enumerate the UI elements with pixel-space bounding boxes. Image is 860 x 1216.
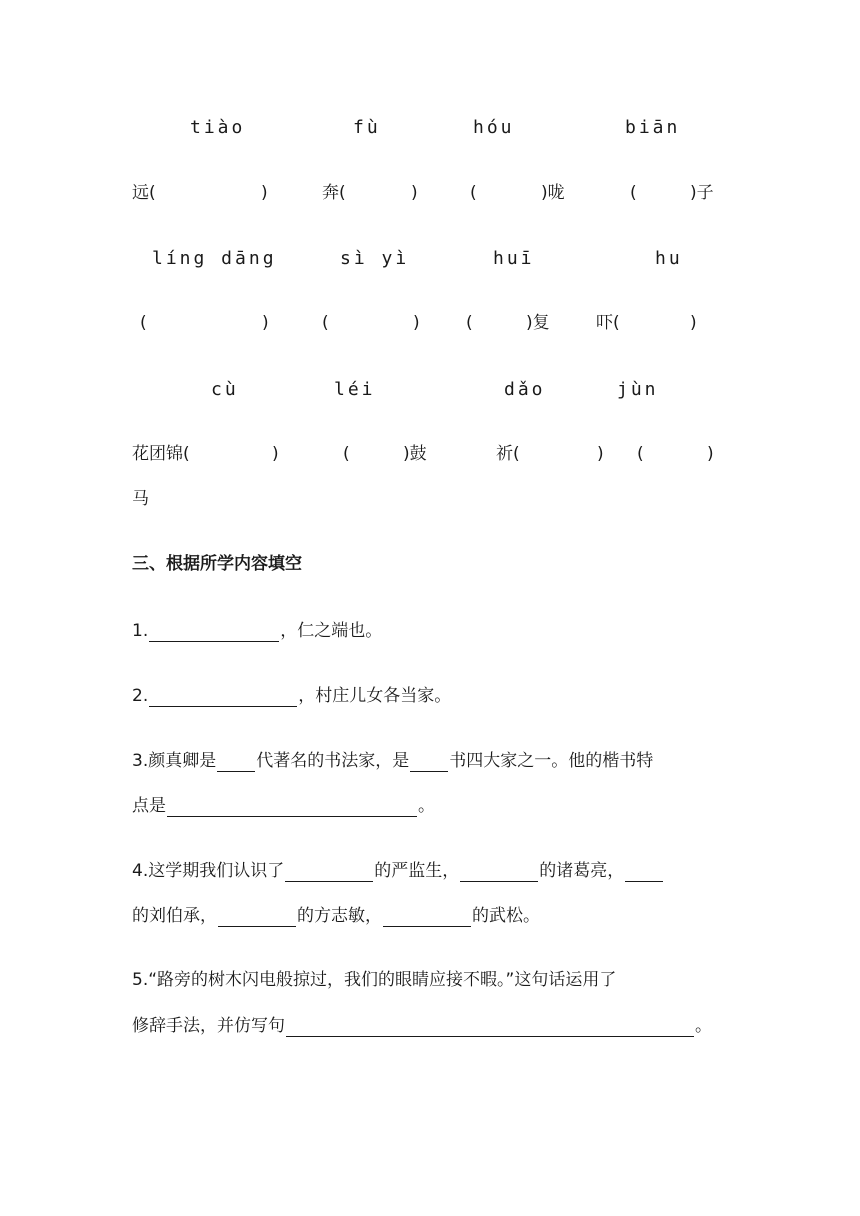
fill-blank[interactable] [286,1016,694,1037]
char-paren-close: ) [707,444,714,464]
char-paren-open: ( [343,444,350,464]
question-3-line-1 [132,750,653,772]
char-yuan: 远( [132,183,156,203]
question-5-line-1 [132,969,616,991]
question-4-line-2 [132,905,540,927]
question-4-line-1 [132,860,664,882]
question-number: 5. [132,970,149,990]
question-2 [132,685,451,707]
question-number: 1. [132,621,149,641]
question-text: 颜真卿是 [148,751,217,771]
pinyin-hou: hóu [473,117,515,138]
char-zi: )子 [690,183,714,203]
char-paren-close: ) [261,183,268,203]
char-ma: 马 [132,489,149,509]
question-number: 2. [132,686,149,706]
char-paren-open: ( [140,313,147,333]
char-paren-open: ( [466,313,473,333]
question-text: 这学期我们认识了 [148,861,285,881]
fill-blank[interactable] [285,861,373,882]
char-paren-open: ( [630,183,637,203]
char-paren-close: ) [272,444,279,464]
pinyin-bian: biān [625,117,681,138]
question-text: ，仁之端也。 [280,621,383,641]
fill-blank[interactable] [149,621,279,642]
question-text: “路旁的树木闪电般掠过，我们的眼睛应接不暇。”这句话运用了 [148,970,617,990]
pinyin-fu: fù [353,117,381,138]
char-xia: 吓( [596,313,620,333]
pinyin-jun: jùn [617,379,659,400]
question-text: 的严监生， [374,861,460,881]
char-qi: 祈( [496,444,520,464]
pinyin-siyi: sì yì [340,248,410,269]
question-text: 。 [418,796,435,816]
question-text: 的武松。 [472,906,540,926]
question-text: 点是 [132,796,166,816]
fill-blank[interactable] [383,906,471,927]
char-paren-open: ( [470,183,477,203]
fill-blank[interactable] [460,861,538,882]
question-text: 的方志敏， [297,906,382,926]
pinyin-dao: dǎo [504,379,546,400]
fill-blank[interactable] [149,686,297,707]
pinyin-tiao: tiào [190,117,246,138]
fill-blank[interactable] [167,796,417,817]
pinyin-hui: huī [493,248,535,269]
question-text: 修辞手法，并仿写句 [132,1016,285,1036]
char-paren-close: ) [597,444,604,464]
char-paren-open: ( [322,313,329,333]
question-text: 的刘伯承， [132,906,217,926]
fill-blank[interactable] [218,906,296,927]
question-text: 代著名的书法家，是 [256,751,410,771]
fill-blank[interactable] [217,751,255,772]
char-paren-close: ) [690,313,697,333]
char-fu: )复 [526,313,550,333]
question-5-line-2 [132,1015,712,1037]
pinyin-lei: léi [334,379,376,400]
question-number: 4. [132,861,149,881]
char-paren-open: ( [637,444,644,464]
char-paren-close: ) [262,313,269,333]
fill-blank[interactable] [625,861,663,882]
char-long: )咙 [541,183,565,203]
char-paren-close: ) [411,183,418,203]
char-gu: )鼓 [403,444,427,464]
char-ben: 奔( [322,183,346,203]
pinyin-hu: hu [655,248,683,269]
fill-blank[interactable] [410,751,448,772]
question-1 [132,620,382,642]
char-paren-close: ) [413,313,420,333]
question-text: 书四大家之一。他的楷书特 [449,751,654,771]
question-number: 3. [132,751,149,771]
pinyin-cu: cù [211,379,239,400]
pinyin-lingdang: líng dāng [152,248,277,269]
question-3-line-2 [132,795,435,817]
question-text: 的诸葛亮， [539,861,625,881]
question-text: 。 [695,1016,712,1036]
section-heading: 三、根据所学内容填空 [132,554,302,574]
question-text: ，村庄儿女各当家。 [298,686,452,706]
char-huatuanjin: 花团锦( [132,444,190,464]
